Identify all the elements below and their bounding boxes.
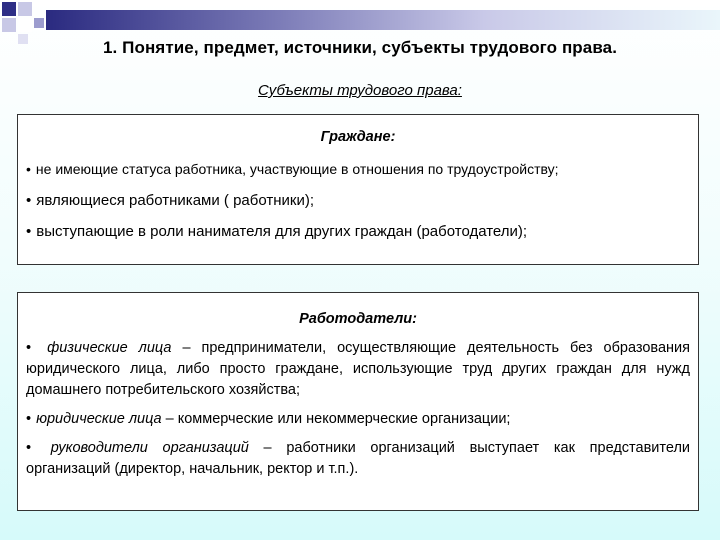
bullet-icon: •: [26, 192, 32, 209]
bullet-icon: •: [26, 223, 32, 240]
citizens-item: [26, 221, 690, 242]
decor-square: [2, 18, 16, 32]
citizens-item-text: являющиеся работниками ( работники);: [36, 192, 314, 209]
employers-item: [26, 338, 690, 401]
employers-item: [26, 438, 690, 480]
citizens-heading: Граждане:: [320, 129, 396, 145]
bullet-icon: •: [26, 440, 32, 456]
decor-square: [18, 18, 32, 32]
employers-heading: Работодатели:: [299, 311, 417, 327]
employers-item-text: – предприниматели, осуществляющие деятельность без образования юридического лица, либо просто граждане, использующие труд других граждан для нужд домашнего потребительского хозяйства;: [26, 340, 690, 398]
decor-square: [2, 2, 16, 16]
employers-item-term: физические лица: [47, 340, 172, 356]
citizens-item: [26, 159, 690, 180]
citizens-item-text: не имеющие статуса работника, участвующие в отношения по трудоустройству;: [35, 161, 559, 177]
citizens-item: [26, 190, 690, 211]
employers-item-text: – работники организаций выступает как представители организаций (директор, начальник, ректор и т.п.).: [26, 440, 691, 477]
bullet-icon: •: [26, 161, 31, 177]
employers-item: [26, 409, 690, 430]
decor-square: [34, 18, 44, 28]
employers-item-term: юридические лица: [36, 411, 162, 427]
bullet-icon: •: [26, 411, 32, 427]
citizens-box: [17, 114, 699, 265]
bullet-icon: •: [26, 340, 32, 356]
citizens-item-text: выступающие в роли нанимателя для других граждан (работодатели);: [36, 223, 528, 240]
employers-item-text: – коммерческие или некоммерческие организации;: [161, 411, 511, 427]
decor-top-bar: [46, 10, 720, 30]
decor-square: [18, 2, 32, 16]
employers-box: [17, 292, 699, 511]
slide-title: 1. Понятие, предмет, источники, субъекты трудового права.: [102, 38, 618, 57]
employers-item-term: руководители организаций: [50, 440, 249, 456]
slide-subtitle: Субъекты трудового права:: [258, 82, 462, 99]
